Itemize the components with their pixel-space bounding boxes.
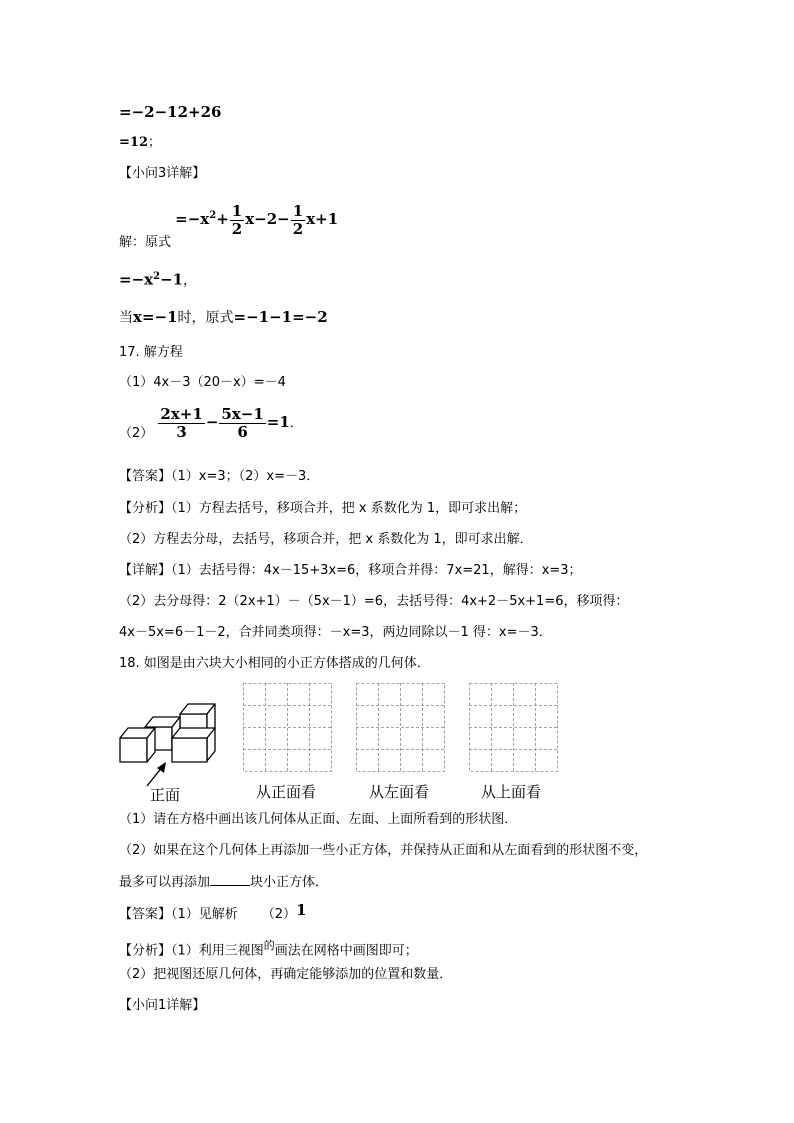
q3-jie-label: 解：原式	[119, 235, 172, 250]
grid-caption-top: 从上面看	[481, 783, 542, 801]
q17-eq: =1	[266, 413, 290, 431]
q17-detail-2: （2）去分母得：2（2x+1）－（5x－1）=6，去括号得：4x+2－5x+1=6，移项得：	[119, 594, 629, 609]
q3-result-comma: ，	[183, 273, 197, 289]
q18-answer-pre: 【答案】（1）见解析	[119, 907, 238, 922]
calc-line-2	[119, 134, 161, 152]
q17-frac-2	[219, 406, 265, 441]
q17-title: 17. 解方程	[119, 345, 183, 360]
fig-front-label: 正面	[150, 786, 181, 804]
q18-part2-pre: 最多可以再添加	[119, 875, 211, 890]
q17-frac-2-den: 6	[237, 423, 248, 441]
q17-part1: （1）4x－3（20－x）=－4	[119, 375, 286, 390]
q17-detail-3: 4x－5x=6－1－2，合并同类项得：－x=3，两边同除以－1 得：x=－3．	[119, 625, 552, 640]
q17-answer: 【答案】（1）x=3；（2）x=－3．	[119, 469, 320, 484]
q18-part2-post: 块小正方体．	[250, 875, 329, 890]
q3-cond: x=−1	[133, 308, 178, 326]
q18-part2-line1: （2）如果在这个几何体上再添加一些小正方体，并保持从正面和从左面看到的形状图不变，	[119, 843, 648, 858]
q3-expr-a-sup: 2	[209, 210, 217, 221]
grid-caption-front: 从正面看	[256, 783, 317, 801]
q17-frac-1-num: 2x+1	[160, 405, 203, 423]
q17-analysis-1: 【分析】（1）方程去括号，移项合并，把 x 系数化为 1，即可求出解；	[119, 501, 527, 516]
q3-half-2-num: 1	[292, 202, 304, 220]
q3-header: 【小问3详解】	[119, 166, 206, 181]
q3-expr-a-text: =−x	[175, 210, 210, 228]
q17-period: ．	[289, 416, 303, 431]
q3-result: =−x	[119, 270, 154, 289]
grid-left-view[interactable]	[356, 683, 445, 772]
q18-analysis-1-post: 画法在网格中画图即可；	[274, 943, 418, 959]
q17-frac-1	[158, 406, 204, 441]
q3-shi: 时，原式	[177, 310, 234, 326]
q17-minus: −	[205, 413, 219, 431]
q3-result-line	[119, 268, 196, 290]
cube-right-top	[172, 728, 215, 738]
calc-line-2-value: =12	[119, 135, 148, 150]
q3-expr-a	[175, 210, 229, 228]
grid-front-view[interactable]	[243, 683, 332, 772]
q17-frac-1-den: 3	[176, 423, 187, 441]
q18-answer-value: 1	[296, 901, 307, 919]
q17-part2	[119, 406, 303, 441]
q3-expr-plus: +	[216, 210, 229, 228]
q18-title: 18. 如图是由六块大小相同的小正方体搭成的几何体．	[119, 656, 430, 671]
q3-final: =−1−1=−2	[233, 308, 328, 326]
q18-analysis-1-de: 的	[263, 939, 275, 952]
q3-half-2	[291, 203, 305, 238]
grid-caption-left: 从左面看	[369, 783, 430, 801]
calc-line-2-punct: ；	[147, 135, 161, 150]
q3-when: 当	[119, 310, 133, 326]
q17-frac-2-num: 5x−1	[221, 405, 264, 423]
q3-result-sup: 2	[153, 271, 161, 282]
q3-expr-tail: x+1	[306, 210, 339, 228]
q3-half-1-den: 2	[231, 220, 243, 238]
q18-analysis-2: （2）把视图还原几何体，再确定能够添加的位置和数量．	[119, 967, 453, 982]
cube-left-front	[120, 738, 147, 762]
q17-detail-1: 【详解】（1）去括号得：4x－15+3x=6，移项合并得：7x=21，解得：x=3；	[119, 563, 582, 578]
calc-line-1: =−2−12+26	[119, 103, 222, 121]
cube-right-front	[172, 738, 207, 762]
q3-half-2-den: 2	[292, 220, 304, 238]
grid-top-view[interactable]	[469, 683, 558, 772]
q3-half-1	[230, 203, 244, 238]
q18-part1: （1）请在方格中画出该几何体从正面、左面、上面所看到的形状图．	[119, 812, 518, 827]
q17-analysis-2: （2）方程去分母，去括号，移项合并，把 x 系数化为 1，即可求出解．	[119, 532, 533, 547]
q3-half-1-num: 1	[231, 202, 243, 220]
q18-part2-line2	[119, 873, 328, 892]
q3-result-tail: −1	[160, 270, 184, 289]
q18-analysis-1-pre: 【分析】（1）利用三视图	[119, 943, 264, 959]
q3-final-line	[119, 308, 328, 328]
answer-blank[interactable]	[210, 873, 250, 886]
q18-answer-mid: （2）	[261, 907, 297, 922]
q3-expr-mid: x−2−	[245, 210, 290, 228]
q3-expression-line	[119, 202, 339, 250]
q18-detail-header: 【小问1详解】	[119, 998, 206, 1013]
q17-part2-label: （2）	[119, 426, 154, 441]
q18-answer	[119, 901, 307, 924]
q18-analysis-1	[119, 937, 418, 960]
